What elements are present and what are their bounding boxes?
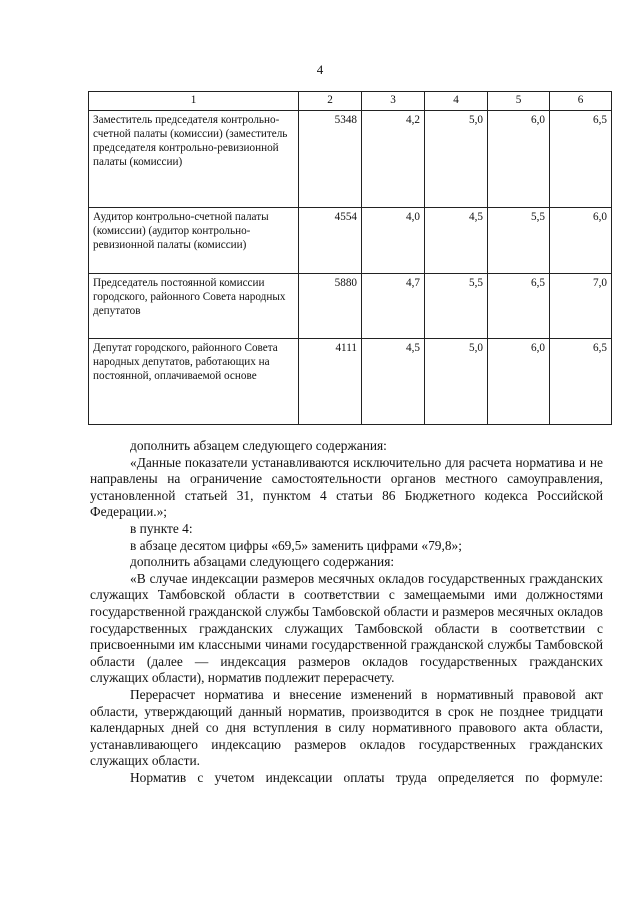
value-cell: 6,5	[550, 111, 612, 208]
value-cell: 5,5	[425, 274, 488, 339]
value-cell: 6,5	[488, 274, 550, 339]
body-text	[90, 438, 603, 786]
paragraph: дополнить абзацем следующего содержания:	[130, 438, 387, 453]
data-table	[88, 91, 612, 425]
value-cell: 5348	[299, 111, 362, 208]
table-row	[89, 339, 612, 425]
column-header: 4	[425, 92, 488, 111]
position-cell: Заместитель председателя контрольно-счетной палаты (комиссии) (заместитель председателя контрольно-ревизионной палаты (комиссии)	[89, 111, 299, 208]
column-header: 5	[488, 92, 550, 111]
value-cell: 6,0	[488, 339, 550, 425]
value-cell: 4,7	[362, 274, 425, 339]
value-cell: 5,5	[488, 208, 550, 274]
paragraph: Норматив с учетом индексации оплаты труда определяется по формуле:	[130, 769, 603, 785]
value-cell: 7,0	[550, 274, 612, 339]
paragraph: «Данные показатели устанавливаются исключительно для расчета норматива и не направлены на ограничение самостоятельности органов местного самоуправления, установленной статьей 31, пунктом 4 статьи 86 Бюджетного кодекса Российской Федерации.»;	[90, 454, 603, 520]
position-cell: Аудитор контрольно-счетной палаты (комиссии) (аудитор контрольно-ревизионной палаты (комиссии)	[89, 208, 299, 274]
value-cell: 6,0	[488, 111, 550, 208]
value-cell: 5,0	[425, 339, 488, 425]
value-cell: 4554	[299, 208, 362, 274]
table-header-row	[89, 92, 612, 111]
value-cell: 6,0	[550, 208, 612, 274]
paragraph: в абзаце десятом цифры «69,5» заменить цифрами «79,8»;	[130, 537, 462, 553]
table-row	[89, 111, 612, 208]
column-header: 2	[299, 92, 362, 111]
paragraph: Перерасчет норматива и внесение изменений в нормативный правовой акт области, утверждающий данный норматив, производится в срок не позднее тридцати календарных дней со дня вступления в силу нормативного правового акта области, устанавливающего индексацию размеров окладов государственных гражданских служащих области.	[90, 686, 603, 769]
paragraph: «В случае индексации размеров месячных окладов государственных гражданских служащих Тамбовской области в соответствии с замещаемыми ими должностями государственной гражданской службы Тамбовской области и размеров месячных окладов государственных гражданских служащих Тамбовской области в соответствии с присвоенными им классными чинами государственной гражданской службы Тамбовской области (далее — индексация размеров окладов государственных гражданских служащих области), норматив подлежит перерасчету.	[90, 570, 603, 686]
value-cell: 4,0	[362, 208, 425, 274]
value-cell: 5,0	[425, 111, 488, 208]
column-header: 6	[550, 92, 612, 111]
value-cell: 4111	[299, 339, 362, 425]
paragraph: в пункте 4:	[130, 520, 193, 536]
page-number: 4	[316, 62, 324, 77]
value-cell: 6,5	[550, 339, 612, 425]
position-cell: Депутат городского, районного Совета народных депутатов, работающих на постоянной, оплачиваемой основе	[89, 339, 299, 425]
position-cell: Председатель постоянной комиссии городского, районного Совета народных депутатов	[89, 274, 299, 339]
value-cell: 4,2	[362, 111, 425, 208]
value-cell: 4,5	[425, 208, 488, 274]
value-cell: 5880	[299, 274, 362, 339]
value-cell: 4,5	[362, 339, 425, 425]
column-header: 1	[89, 92, 299, 111]
table-row	[89, 274, 612, 339]
table-row	[89, 208, 612, 274]
column-header: 3	[362, 92, 425, 111]
paragraph: дополнить абзацами следующего содержания:	[130, 554, 395, 570]
